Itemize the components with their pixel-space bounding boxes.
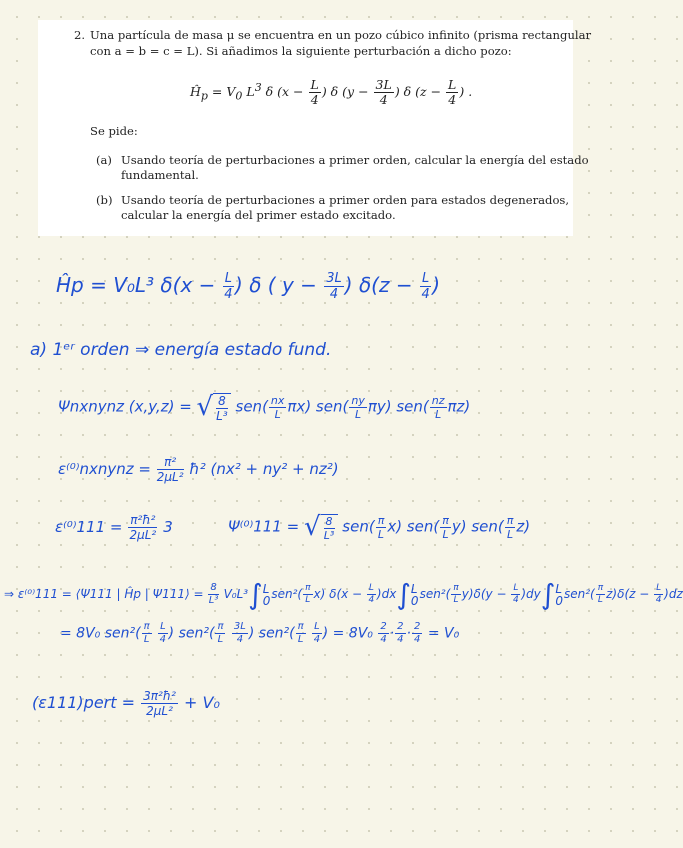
e1-i2-num: π	[453, 583, 459, 593]
psi-lhs: Ψnxnynz (x,y,z) =	[58, 397, 197, 416]
integral-z-upper: L	[555, 581, 563, 596]
psi111-sqrt-frac	[324, 516, 335, 541]
r3-frac	[412, 622, 422, 645]
integral-x-lower: 0	[262, 593, 271, 608]
r1-den: 4	[380, 634, 387, 645]
hp-mid-1: ) δ ( y −	[235, 273, 324, 297]
ev1b-num: L	[160, 621, 166, 632]
integral-y-limits	[411, 583, 419, 607]
psi-sqrt-frac	[216, 395, 228, 422]
eq-delta-z: ) δ (z −	[394, 84, 446, 100]
e1-i1-frac	[303, 584, 312, 605]
final-frac-num: 3π²ħ²	[143, 689, 176, 703]
e0-frac-den: 2μL²	[156, 470, 184, 484]
eq-frac-3-den: 4	[448, 92, 457, 108]
e1-i2-den: L	[453, 595, 459, 605]
psi111-frac-1	[376, 515, 387, 540]
part-b-label: (b)	[96, 193, 113, 207]
eq-delta-x: δ (x −	[261, 84, 308, 100]
r3-num: 2	[414, 621, 421, 632]
final-rest: + V₀	[178, 693, 220, 712]
ev2b-num: 3L	[233, 621, 246, 632]
psi-frac-nx	[269, 395, 286, 420]
problem-statement-line-2: con a = b = c = L). Si añadimos la siguiente perturbación a dicho pozo:	[90, 44, 512, 58]
ev1b-frac	[158, 622, 168, 645]
e1-i3b-den: 4	[655, 595, 662, 605]
ev3b-num: L	[314, 621, 320, 632]
psi-frac-nx-num: nx	[270, 393, 285, 407]
part-a-line-2: fundamental.	[121, 168, 199, 182]
eq-frac-2	[374, 76, 394, 108]
part-b-line-1: Usando teoría de perturbaciones a primer orden para estados degenerados,	[121, 193, 570, 207]
e111-frac-den: 2μL²	[129, 528, 157, 542]
psi111-sen-2: x) sen(	[387, 517, 440, 536]
hp-frac-1-den: 4	[224, 287, 233, 302]
psi111-frac-2-den: L	[442, 527, 449, 541]
psi111-lhs: Ψ⁽⁰⁾111 =	[228, 517, 304, 536]
ev1-num: π	[143, 621, 150, 632]
ev1-den: L	[143, 634, 150, 645]
e1-int3b: z)δ(z −	[606, 587, 654, 601]
e1-int2: sen²(	[419, 587, 451, 601]
integral-z-limits	[555, 583, 563, 607]
e1-i1-num: π	[305, 583, 311, 593]
r3-den: 4	[414, 634, 421, 645]
psi-sqrt-body	[213, 393, 231, 422]
eq-frac-1-num: L	[310, 76, 319, 92]
part-a-line-1: Usando teoría de perturbaciones a primer orden, calcular la energía del estado	[121, 153, 589, 167]
ev2-den: L	[217, 634, 224, 645]
e111-frac-num: π²ħ²	[130, 513, 156, 527]
note-part-a-heading: a) 1ᵉʳ orden ⇒ energía estado fund.	[30, 340, 332, 360]
psi111-frac-3-den: L	[506, 527, 514, 541]
r2-num: 2	[397, 621, 404, 632]
note-final-result	[32, 690, 220, 717]
eq-frac-2-num: 3L	[375, 76, 392, 92]
e1-int1: sen²(	[271, 587, 303, 601]
r2-frac	[395, 622, 405, 645]
eq-delta-y: ) δ (y −	[321, 84, 373, 100]
psi111-frac-3	[505, 515, 516, 540]
final-frac	[141, 690, 178, 717]
psi111-frac-3-num: π	[506, 513, 514, 527]
psi-frac-nz-den: L	[435, 407, 442, 421]
psi111-sen-1: sen(	[337, 517, 375, 536]
psi-sen-3: πy) sen(	[367, 397, 429, 416]
e1-int2c: )dy	[521, 587, 541, 601]
integral-y-icon: ∫	[396, 578, 411, 611]
ev3b-den: 4	[313, 634, 321, 645]
e1-int3c: )dz	[664, 587, 683, 601]
e1-i3-den: L	[597, 595, 603, 605]
eval-mid-2: ) sen²(	[248, 625, 295, 642]
psi111-sqrt-body	[321, 514, 338, 541]
e0-frac	[157, 456, 184, 483]
e1-i1b-frac	[367, 584, 376, 605]
r1-num: 2	[380, 621, 387, 632]
note-evaluation: = 8V₀ sen²( $\frac{\pi}{L}$ $\frac{L}{4}$ ) sen²( $\frac{\pi}{L}$ $\frac{3L}{4}$ ) sen²( $\frac{\pi}{L}$ $\frac{L}{4}$ ) = 8V₀ $\frac{2}{4}$ · $\frac{2}{4}$ · $\frac{2}{4}$ = V₀	[60, 621, 460, 645]
eq-l-sup: 3	[254, 81, 262, 94]
note-energy-111	[55, 514, 173, 541]
integral-y-upper: L	[410, 581, 418, 596]
e111-rest: 3	[158, 518, 173, 536]
e0-lhs: ε⁽⁰⁾nxnynz =	[58, 460, 156, 478]
eval-end: = V₀	[423, 625, 460, 642]
hp-frac-3-den: 4	[421, 287, 430, 302]
e1-int3: sen²(	[563, 587, 595, 601]
e1-int1c: )dx	[376, 587, 397, 601]
psi111-frac-1-den: L	[377, 527, 385, 541]
psi111-frac-2-num: π	[442, 513, 449, 527]
psi-frac-ny-den: L	[355, 407, 362, 421]
hp-frac-2	[324, 272, 344, 301]
ev1-frac	[142, 622, 152, 645]
final-frac-den: 2μL²	[146, 704, 173, 718]
note-psi-111	[228, 512, 530, 542]
psi111-frac-1-num: π	[377, 513, 385, 527]
e1-frac	[208, 583, 218, 606]
ev2b-den: 4	[236, 634, 244, 645]
eval-lhs: = 8V₀ sen²(	[60, 625, 141, 642]
se-pide-label: Se pide:	[90, 124, 138, 138]
note-psi-general	[58, 392, 470, 422]
e111-lhs: ε⁽⁰⁾111 =	[55, 518, 128, 536]
note-hp-definition	[56, 272, 440, 301]
hp-frac-1	[223, 272, 234, 301]
ev3b-frac	[312, 622, 322, 645]
ev2b-frac	[232, 622, 248, 645]
e1-i2b-frac	[511, 584, 520, 605]
integral-x-icon: ∫	[248, 578, 263, 611]
hp-frac-1-num: L	[224, 271, 233, 286]
e1-i2b-num: L	[513, 583, 519, 593]
perturbation-equation	[190, 78, 472, 107]
hp-lhs: Ĥp = V₀L³ δ(x −	[56, 273, 222, 297]
problem-number: 2.	[74, 28, 86, 42]
e111-frac	[128, 514, 157, 541]
e1-i1-den: L	[305, 595, 311, 605]
e1-i1b-num: L	[368, 583, 374, 593]
e0-rest: ħ² (nx² + ny² + nz²)	[184, 460, 339, 478]
part-b-line-2: calcular la energía del primer estado excitado.	[121, 208, 396, 222]
psi111-frac-2	[440, 515, 451, 540]
eq-frac-3-num: L	[448, 76, 457, 92]
e1-i1b-den: 4	[368, 595, 375, 605]
e0-frac-num: π²	[157, 456, 184, 470]
ev3-frac	[296, 622, 306, 645]
e1-i2-frac	[451, 584, 460, 605]
integral-y-lower: 0	[410, 593, 419, 608]
psi-frac-nz	[430, 395, 447, 420]
psi111-sqrt-den: L³	[323, 528, 335, 542]
final-lhs: (ε111)pert =	[32, 693, 141, 712]
e1-int1b: x) δ(x −	[313, 587, 366, 601]
psi111-sqrt-num: 8	[325, 514, 333, 528]
eq-frac-1	[309, 76, 321, 108]
eval-mid-1: ) sen²(	[168, 625, 215, 642]
psi-frac-nx-den: L	[274, 407, 281, 421]
e1-int2b: y)δ(y −	[461, 587, 511, 601]
hp-frac-2-num: 3L	[326, 271, 342, 286]
note-energy-general	[58, 456, 339, 483]
r1-frac	[378, 622, 388, 645]
sqrt-symbol-icon: √	[303, 512, 321, 542]
psi-sen-2: πx) sen(	[287, 397, 349, 416]
ev3-num: π	[297, 621, 304, 632]
hp-frac-3-num: L	[421, 271, 430, 286]
e1-i2b-den: 4	[512, 595, 519, 605]
hp-frac-3	[420, 272, 431, 301]
e1-frac-num: 8	[210, 582, 217, 593]
eval-mid-3: ) = 8V₀	[322, 625, 378, 642]
psi111-end: z)	[516, 517, 531, 536]
eq-v-sub: 0	[235, 89, 243, 103]
hp-mid-2: ) δ(z −	[344, 273, 419, 297]
hp-end: )	[432, 273, 441, 297]
ev2-num: π	[217, 621, 224, 632]
r2-den: 4	[397, 634, 404, 645]
psi-frac-nz-num: nz	[431, 393, 445, 407]
e1-i3b-num: L	[656, 583, 662, 593]
integral-x-upper: L	[262, 581, 270, 596]
part-a-label: (a)	[96, 153, 112, 167]
problem-statement-line-1: Una partícula de masa μ se encuentra en un pozo cúbico infinito (prisma rectangular	[90, 28, 592, 42]
integral-x-limits	[263, 583, 271, 607]
integral-z-lower: 0	[555, 593, 563, 608]
eq-equals-v: = V	[207, 84, 236, 100]
eq-hamiltonian-sub: p	[200, 89, 208, 103]
e1-i3b-frac	[654, 584, 663, 605]
psi-sen-1: sen(	[230, 397, 268, 416]
psi-sqrt-den: L³	[216, 408, 228, 423]
e1-i3-num: π	[597, 583, 604, 593]
integral-z-icon: ∫	[540, 578, 556, 611]
ev1b-den: 4	[159, 634, 167, 645]
psi-frac-ny	[349, 395, 366, 420]
e1-frac-den: L³	[208, 595, 219, 606]
psi-end: πz)	[447, 397, 471, 416]
ev2-frac	[215, 622, 225, 645]
e1-v0l3: V₀L³	[219, 587, 249, 601]
hp-frac-2-den: 4	[329, 287, 339, 302]
eq-close: ) .	[459, 84, 473, 100]
eq-frac-3	[446, 76, 458, 108]
eq-frac-1-den: 4	[310, 92, 319, 108]
ev3-den: L	[297, 634, 304, 645]
eq-frac-2-den: 4	[379, 92, 388, 108]
sqrt-symbol-icon: √	[196, 392, 214, 422]
problem-card	[38, 20, 592, 236]
note-first-order-integral	[4, 578, 683, 611]
e1-i3-frac	[596, 584, 605, 605]
eq-l: L	[242, 84, 255, 100]
psi-frac-ny-num: ny	[351, 393, 365, 407]
psi111-sen-3: y) sen(	[451, 517, 504, 536]
psi-sqrt-num: 8	[218, 393, 226, 408]
eq-hamiltonian: Ĥ	[190, 84, 201, 100]
e1-lhs: ⇒ ε⁽⁰⁾111 = ⟨Ψ111 | Ĥp | Ψ111⟩ =	[4, 587, 208, 601]
